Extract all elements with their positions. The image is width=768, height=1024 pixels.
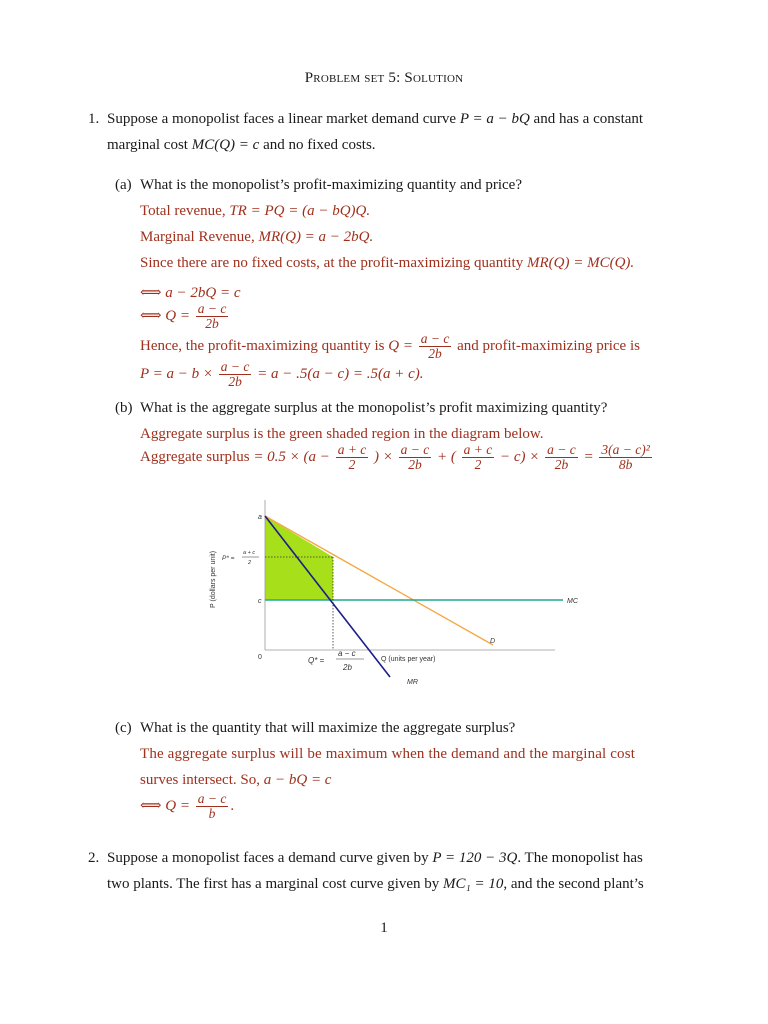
title-part: P [304,70,314,86]
iff-symbol: ⟺ [140,285,162,301]
part-b-question: What is the aggregate surplus at the monopolist’s profit maximizing quantity? [140,400,608,416]
part-a-label: (a) [115,177,132,193]
text: Hence, the profit-maximizing quantity is [140,338,389,355]
demand-label: D [490,638,496,645]
fixed-costs-line [140,255,634,272]
origin-label: 0 [258,654,262,661]
math: − c) × [500,449,540,466]
text: surves intersect. So, [140,772,264,788]
problem-2-line2 [107,876,644,893]
math: ) × [374,449,393,466]
qstar-numerator: a − c [338,649,356,658]
title-part: olution [412,70,464,86]
math: = 0.5 × (a − [253,449,330,466]
fraction [196,302,229,331]
mc-label: MC [567,598,578,605]
text: . [230,798,235,815]
numerator: a − c [547,442,576,457]
math: P = 120 − 3Q [432,850,518,866]
denominator: b [196,806,229,821]
equation-2 [140,302,230,331]
problem-2-line1 [107,850,643,867]
aggregate-surplus-equation [140,443,654,472]
pstar-numerator: a + c [243,550,256,556]
math: Q = [388,338,413,355]
part-a-question: What is the monopolist’s profit-maximizing quantity and price? [140,177,523,193]
fraction [419,332,452,361]
math: Q = [165,798,190,815]
math: = a − .5(a − c) = .5(a + c). [257,366,424,383]
denominator: 2b [399,457,432,472]
fraction [219,360,252,389]
denominator: 2b [545,457,578,472]
part-c-answer-line1: The aggregate surplus will be maximum when the demand and the marginal cost [140,746,636,762]
page-title [0,70,768,87]
numerator: a − c [197,301,227,316]
total-revenue-line [140,203,370,220]
math: Q = [165,308,190,325]
text: two plants. The first has a marginal cost curve given by [107,876,444,892]
title-part: S [404,70,413,86]
numerator: a − c [420,331,450,346]
text: Marginal Revenue, [140,229,259,245]
text: and no fixed costs. [259,137,376,153]
math: MR(Q) = MC(Q). [526,255,635,271]
math: MC₁ = 10 [443,876,504,892]
numerator: a + c [337,442,367,457]
a-label: a [258,514,262,521]
mr-label: MR [407,679,418,686]
text: Suppose a monopolist faces a linear market demand curve [107,111,460,127]
fraction [196,792,229,821]
pstar-prefix: P* = [222,555,235,562]
math: P = a − b × [140,366,214,383]
x-axis-label: Q (units per year) [381,656,436,663]
marginal-revenue-line [140,229,373,246]
part-b-label: (b) [115,400,133,416]
numerator: a − c [220,359,250,374]
text: Total revenue, [140,203,230,219]
text: , and the second plant’s [503,876,644,892]
iff-symbol: ⟺ [140,798,162,815]
text: Since there are no fixed costs, at the profit-maximizing quantity [140,255,527,271]
text: and profit-maximizing price is [453,338,640,355]
pstar-denominator: 2 [248,560,252,566]
problem-2-number: 2. [88,850,100,866]
title-part: roblem set 5: [313,70,405,86]
equation-1 [140,283,241,302]
part-c-label: (c) [115,720,132,736]
math: TR = PQ = (a − bQ)Q. [229,203,371,219]
problem-1-line2 [107,137,376,154]
part-c-answer-line3 [140,792,234,821]
denominator: 8b [599,457,651,472]
text: Suppose a monopolist faces a demand curve given by [107,850,433,866]
denominator: 2b [196,316,229,331]
text: marginal cost [107,137,192,153]
math: MR(Q) = a − 2bQ. [258,229,374,245]
qstar-prefix: Q* = [308,656,325,665]
text: Aggregate surplus [140,449,250,466]
math: MC(Q) = c [191,137,260,153]
fraction [545,443,578,472]
denominator: 2 [462,457,495,472]
fraction [336,443,369,472]
math: a − 2bQ = c [165,285,241,301]
qstar-denominator: 2b [343,663,352,672]
numerator: a − c [197,791,227,806]
part-c-question: What is the quantity that will maximize the aggregate surplus? [140,720,516,736]
y-axis-label: P (dollars per unit) [210,550,217,608]
denominator: 2b [219,374,252,389]
c-label: c [258,598,262,605]
fraction [399,443,432,472]
denominator: 2 [336,457,369,472]
math: + ( [437,449,456,466]
fraction [462,443,495,472]
monopoly-diagram [195,495,595,695]
page-number: 1 [380,920,388,936]
problem-1-number: 1. [88,111,100,127]
math: P = a − bQ [459,111,530,127]
denominator: 2b [419,346,452,361]
math: a − bQ = c [263,772,332,788]
hence-line [140,332,640,361]
numerator: 3(a − c)² [601,442,650,457]
math: = [583,449,594,466]
problem-1-line1 [107,111,643,128]
numerator: a + c [463,442,493,457]
price-line [140,360,424,389]
part-c-answer-line2 [140,772,331,789]
text: and has a constant [529,111,644,127]
text: . The monopolist has [517,850,643,866]
fraction [599,443,651,472]
numerator: a − c [400,442,430,457]
iff-symbol: ⟺ [140,308,162,325]
shaded-region-text: Aggregate surplus is the green shaded region in the diagram below. [140,426,544,442]
